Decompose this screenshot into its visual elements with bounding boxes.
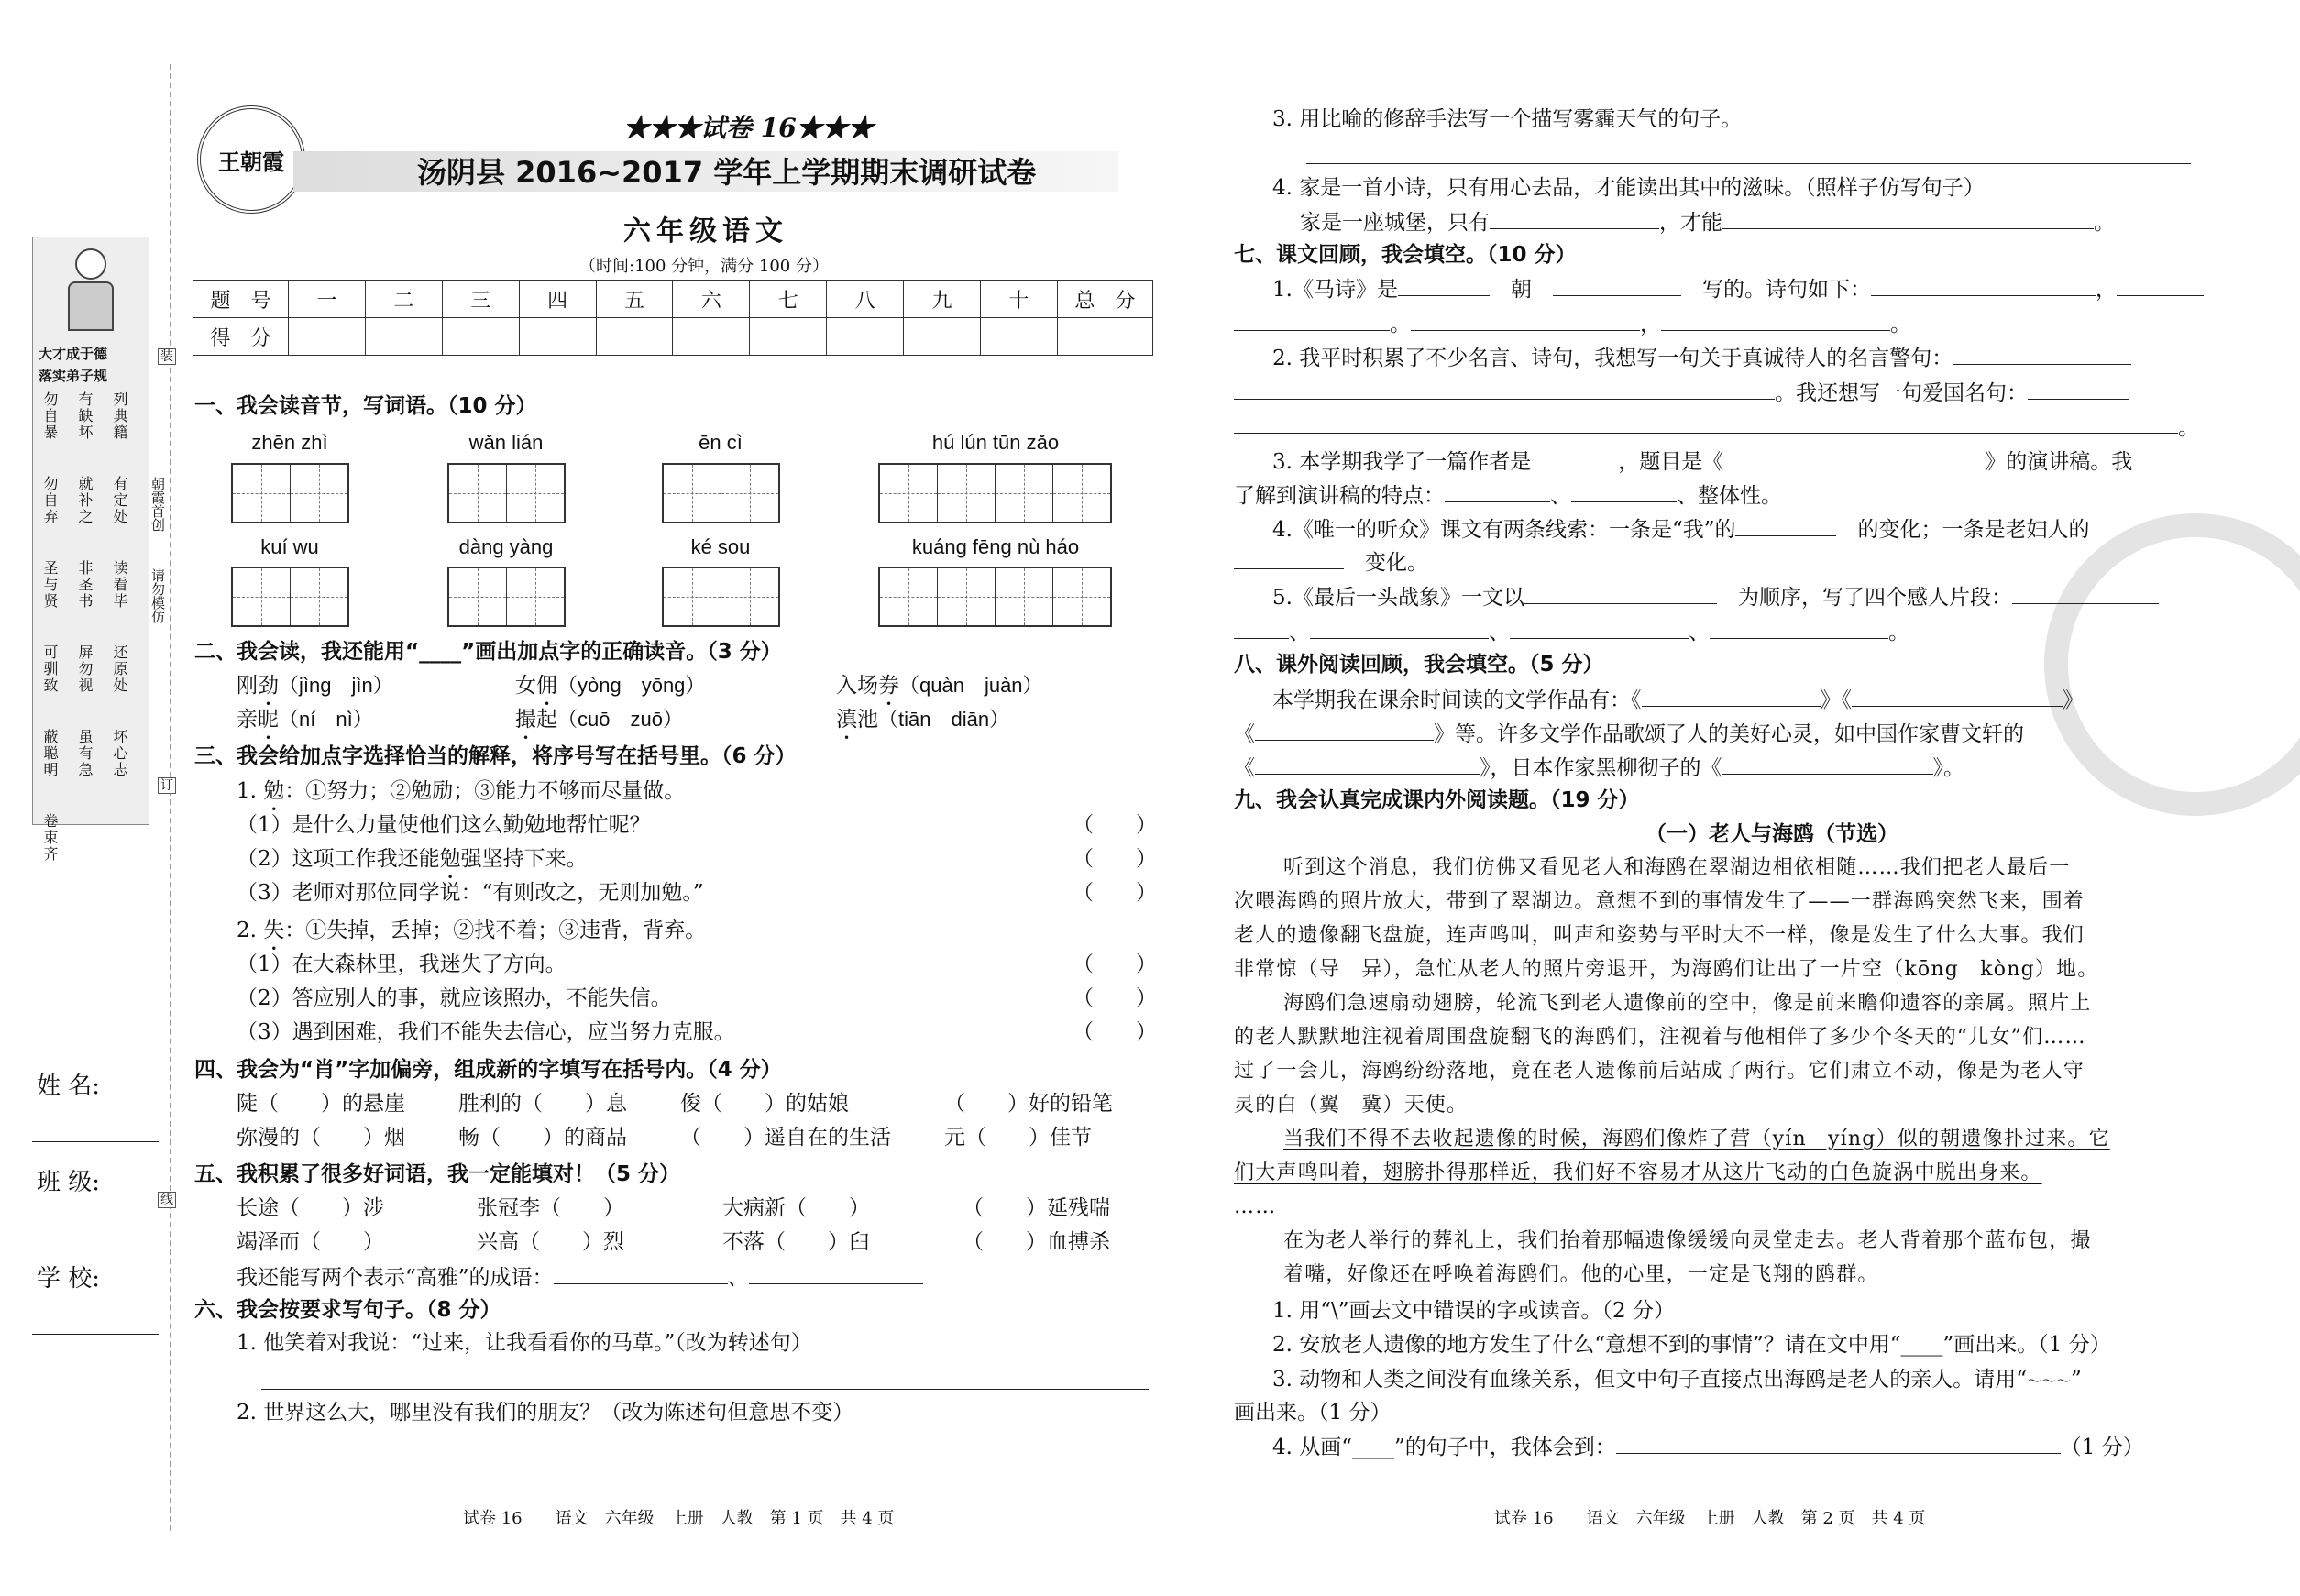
pronunciation-item: 亲昵（ní nì） [237, 708, 373, 732]
s8-line2: 《 》等。许多文学作品歌颂了人的美好心灵，如中国作家曹文轩的 [1234, 720, 2024, 748]
pronunciation-item: 滇池（tiān diān） [836, 708, 1010, 732]
motto-column: 卷束齐 [41, 813, 59, 863]
passage-line: 在为老人举行的葬礼上，我们抬着那幅遗像缓缓向灵堂走去。老人背着那个蓝布包，撮 [1283, 1229, 2092, 1252]
motto-column: 蔽聪明 [41, 729, 59, 778]
cut-mark-1: 装 [158, 348, 176, 365]
motto-column: 读看毕 [111, 560, 128, 610]
s8-blank-5[interactable] [1722, 754, 1933, 775]
s7-q5-b: 为顺序，写了四个感人片段： [1737, 586, 2012, 610]
s7-q4-blank-2[interactable] [1234, 548, 1344, 569]
time-note: （时间:100 分钟，满分 100 分） [579, 257, 829, 276]
motto-line-2: 落实弟子规 [39, 368, 108, 384]
rq4-b: （1 分） [2060, 1436, 2144, 1459]
writing-grid[interactable] [662, 567, 780, 627]
s7-q2-line2 [1234, 379, 2129, 407]
pinyin-label: kuí wu [260, 535, 319, 558]
motto-column: 非圣书 [76, 560, 94, 610]
answer-paren[interactable]: （ ） [1073, 847, 1157, 871]
writing-cell[interactable] [996, 568, 1053, 625]
score-header-cell: 七 [750, 281, 827, 318]
s7-q2-line3[interactable] [1234, 433, 2178, 434]
radical-fill-item[interactable]: 胜利的（ ）息 [458, 1092, 627, 1116]
pronunciation-options[interactable]: （jìng jìn） [279, 674, 393, 697]
s8-line3: 《 》，日本作家黑柳彻子的《 》。 [1234, 754, 1964, 782]
radical-fill-item[interactable]: 元（ ）佳节 [944, 1126, 1092, 1150]
s7-q3-blank-1[interactable] [1531, 447, 1618, 468]
rq4 [1272, 1433, 2144, 1461]
s8-b: 》《 [1820, 688, 1852, 712]
score-header-cell: 三 [442, 281, 519, 318]
motto-columns [39, 391, 143, 863]
s7-q3-f: 整体性。 [1698, 484, 1782, 508]
r-q4: 4. 家是一首小诗，只有用心去品，才能读出其中的滋味。（照样子仿写句子） [1272, 176, 1985, 200]
passage-title: （一）老人与海鸥（节选） [1645, 822, 1898, 846]
section9-title: 九、我会认真完成课内外阅读题。（19 分） [1234, 788, 1640, 812]
logo-text: 王朝霞 [218, 148, 284, 175]
writing-grid[interactable] [231, 567, 349, 627]
score-input-cell[interactable] [289, 318, 366, 356]
r-q4-model-b: ，才能 [1659, 211, 1722, 235]
idiom-fill-item[interactable]: （ ）延残喘 [963, 1196, 1110, 1220]
binding-dash-line [170, 64, 171, 1531]
writing-cell[interactable] [880, 568, 938, 625]
passage-line: 过了一会儿，海鸥纷纷落地，竟在老人遗像前后站成了两行。它们肃立不动，像是为老人守 [1234, 1060, 2085, 1083]
passage-line: 听到这个消息，我们仿佛又看见老人和海鸥在翠湖边相依相随……我们把老人最后一 [1283, 856, 2071, 879]
writing-cell[interactable] [938, 465, 996, 522]
writing-grid[interactable] [662, 463, 780, 523]
pronunciation-options[interactable]: （quàn juàn） [899, 674, 1043, 697]
score-header-row [193, 281, 1153, 318]
s6-q2: 2. 世界这么大，哪里没有我们的朋友？（改为陈述句但意思不变） [237, 1401, 854, 1425]
idiom-fill-item[interactable]: 兴高（ ）烈 [477, 1230, 624, 1254]
school-field[interactable] [32, 1334, 159, 1335]
s3-q2: 2. 失：①失掉，丢掉；②找不着；③违背，背弃。 [237, 919, 707, 942]
score-header-cell: 总 分 [1057, 281, 1152, 318]
writing-cell[interactable] [664, 465, 721, 522]
s8-c: 》等。许多文学作品歌颂了人的美好心灵，如中国作家曹文轩的 [1434, 722, 2024, 746]
writing-grid[interactable] [231, 463, 349, 523]
pronunciation-item: 入场券（quàn juàn） [836, 674, 1043, 698]
writing-grid[interactable] [878, 463, 1112, 523]
motto-column: 有定处 [111, 476, 128, 525]
pronunciation-options[interactable]: （cuō zuō） [557, 708, 683, 731]
score-header-cell: 四 [519, 281, 596, 318]
s7-q5-blank-3[interactable] [1234, 618, 1289, 639]
answer-paren[interactable]: （ ） [1073, 986, 1157, 1010]
score-header-cell: 二 [365, 281, 442, 318]
brand-vertical-2 [149, 568, 166, 623]
score-input-cell[interactable] [596, 318, 673, 356]
rq3-wave: ～～～ [2027, 1372, 2072, 1390]
pronunciation-item: 刚劲（jìng jìn） [237, 674, 393, 698]
motto-panel [32, 237, 149, 863]
definition-item: （2）答应别人的事，就应该照办，不能失信。 [237, 986, 672, 1010]
score-header-cell: 题 号 [193, 281, 289, 318]
s7-q3-d: 了解到演讲稿的特点： [1234, 484, 1445, 508]
answer-paren[interactable]: （ ） [1073, 881, 1157, 905]
left-footer: 试卷 16 语文 六年级 上册 人教 第 1 页 共 4 页 [463, 1509, 895, 1528]
r-q3-answer-line[interactable] [1306, 163, 2191, 164]
radical-fill-item[interactable]: 畅（ ）的商品 [458, 1126, 627, 1150]
score-header-cell: 十 [980, 281, 1057, 318]
score-header-cell: 八 [827, 281, 904, 318]
pinyin-label: zhēn zhì [251, 431, 328, 454]
score-header-cell: 六 [673, 281, 750, 318]
s8-blank-2[interactable] [1852, 686, 2063, 707]
s6-q1-answer-line[interactable] [261, 1389, 1149, 1390]
rq2: 2. 安放老人遗像的地方发生了什么“意想不到的事情”？请在文中用“____”画出来。（1 分） [1272, 1333, 2111, 1357]
s7-q3-blank-2[interactable] [1723, 447, 1985, 468]
s7-q4-c: 变化。 [1365, 551, 1428, 575]
s7-q5-a: 5.《最后一头战象》一文以 [1272, 586, 1524, 610]
pronunciation-options[interactable]: （yòng yōng） [557, 674, 706, 697]
definition-item: （3）老师对那位同学说：“有则改之，无则加勉。” [237, 881, 704, 905]
s8-blank-3[interactable] [1255, 720, 1434, 741]
s7-q1-blank-4[interactable] [2117, 275, 2204, 296]
s7-q1: 1.《马诗》是 朝 写的。诗句如下： ， [1272, 275, 2204, 303]
s7-q1-blank-7[interactable] [1661, 310, 1890, 331]
section7-title: 七、课文回顾，我会填空。（10 分） [1234, 243, 1577, 267]
s7-q5-blank-4[interactable] [1310, 618, 1489, 639]
s8-blank-1[interactable] [1642, 686, 1821, 707]
answer-paren[interactable]: （ ） [1073, 952, 1157, 976]
score-input-cell[interactable] [904, 318, 981, 356]
s3-q1: 1. 勉：①努力；②勉励；③能力不够而尽量做。 [237, 779, 686, 803]
passage-line: 海鸥们急速扇动翅膀，轮流飞到老人遗像前的空中，像是前来瞻仰遗容的亲属。照片上 [1283, 992, 2092, 1015]
definition-item: （3）遇到困难，我们不能失去信心，应当努力克服。 [237, 1020, 735, 1044]
section8-title: 八、课外阅读回顾，我会填空。（5 分） [1234, 653, 1604, 677]
pinyin-label: ēn cì [699, 431, 743, 454]
writing-grid[interactable] [447, 567, 566, 627]
passage-line: 们大声鸣叫着，翅膀扑得那样近，我们好不容易才从这片飞动的白色旋涡中脱出身来。 [1234, 1161, 2042, 1184]
s7-q3-a: 3. 本学期我学了一篇作者是 [1272, 450, 1532, 474]
motto-line-1: 大才成于德 [39, 346, 108, 362]
brand-text-1: 朝霞首创 [149, 477, 166, 532]
writing-cell[interactable] [721, 568, 778, 625]
writing-cell[interactable] [996, 465, 1053, 522]
score-input-cell[interactable] [827, 318, 904, 356]
s7-q3-b: ，题目是《 [1618, 450, 1724, 474]
cut-mark-3: 线 [158, 1192, 176, 1208]
pronunciation-item: 女佣（yòng yōng） [515, 674, 706, 698]
writing-cell[interactable] [449, 465, 507, 522]
pinyin-label: kuáng fēng nù háo [911, 535, 1080, 558]
section6-title: 六、我会按要求写句子。（8 分） [194, 1298, 501, 1322]
s7-q2-blank-2[interactable] [1234, 379, 1775, 400]
passage-line: 灵的白（翼 冀）天使。 [1234, 1094, 1469, 1117]
s7-q3-c: 》的演讲稿。我 [1985, 450, 2133, 474]
pinyin-label: hú lún tūn zǎo [931, 431, 1060, 454]
s5-blank-1[interactable] [554, 1263, 728, 1284]
motto-column: 勿自暴 [41, 391, 59, 441]
score-input-cell[interactable] [442, 318, 519, 356]
s7-q2-blank-3[interactable] [2028, 379, 2129, 400]
section5-title: 五、我积累了很多好词语，我一定能填对！（5 分） [194, 1162, 681, 1186]
pronunciation-options[interactable]: （ní nì） [279, 708, 373, 731]
passage-line: 非常惊（导 异），急忙从老人的照片旁退开，为海鸥们让出了一片空（kōng kòng）地。 [1234, 958, 2099, 981]
s7-q1-blank-6[interactable] [1411, 310, 1640, 331]
s7-q5-blank-5[interactable] [1510, 618, 1689, 639]
writing-grid[interactable] [878, 567, 1112, 627]
writing-cell[interactable] [291, 465, 347, 522]
writing-cell[interactable] [721, 465, 778, 522]
s8-line1: 本学期我在课余时间读的文学作品有：《 》《 》 [1272, 686, 2084, 714]
s7-q4-line2 [1234, 548, 1428, 577]
score-label-cell: 得 分 [193, 318, 289, 356]
writing-cell[interactable] [507, 465, 564, 522]
writing-cell[interactable] [233, 568, 291, 625]
s7-q5-line2: 、 、 、 。 [1234, 618, 1909, 646]
r-q4-blank-1[interactable] [1490, 208, 1659, 229]
motto-column: 可驯致 [41, 644, 59, 694]
pronunciation-options[interactable]: （tiān diān） [878, 708, 1010, 731]
s5-extra-label: 我还能写两个表示“高雅”的成语： [237, 1266, 554, 1290]
writing-cell[interactable] [664, 568, 721, 625]
s7-q2-b: 。我还想写一句爱国名句： [1775, 381, 2028, 405]
score-input-cell[interactable] [673, 318, 750, 356]
motto-column: 屏勿视 [76, 644, 94, 694]
s7-q1-a: 1.《马诗》是 [1272, 278, 1398, 302]
writing-grid[interactable] [447, 463, 566, 523]
s7-q2-blank-1[interactable] [1953, 344, 2131, 365]
score-header-cell: 九 [904, 281, 981, 318]
s7-q3-blank-4[interactable] [1571, 481, 1677, 502]
motto-column: 列典籍 [111, 391, 128, 441]
s7-q4-a: 4.《唯一的听众》课文有两条线索：一条是“我”的 [1272, 518, 1736, 542]
rq3-b: ” [2071, 1368, 2082, 1392]
s8-blank-4[interactable] [1255, 754, 1480, 775]
logo [197, 105, 305, 214]
brand-text-2: 请勿模仿 [149, 568, 166, 623]
definition-item: （1）是什么力量使他们这么勤勉地帮忙呢？ [237, 813, 651, 837]
rq3 [1272, 1366, 2082, 1395]
scholar-figure-icon [68, 248, 114, 331]
s7-q4-b: 的变化；一条是老妇人的 [1857, 518, 2090, 542]
rq3-a: 3. 动物和人类之间没有血缘关系，但文中句子直接点出海鸥是老人的亲人。请用“ [1272, 1368, 2028, 1392]
s7-q5-blank-1[interactable] [1524, 583, 1717, 604]
right-footer: 试卷 16 语文 六年级 上册 人教 第 2 页 共 4 页 [1494, 1509, 1926, 1528]
radical-fill-item[interactable]: 弥漫的（ ）烟 [237, 1126, 405, 1150]
s7-q1-blank-5[interactable] [1234, 310, 1390, 331]
s7-q1-line2: 。 ， 。 [1234, 310, 1911, 338]
s8-d: 》，日本作家黑柳彻子的《 [1480, 756, 1722, 780]
score-header-cell: 一 [289, 281, 366, 318]
s7-q5 [1272, 583, 2159, 611]
score-input-cell[interactable] [980, 318, 1057, 356]
s7-q3 [1272, 447, 2132, 476]
rq4-a: 4. 从画“____”的句子中，我体会到： [1272, 1436, 1616, 1459]
idiom-fill-item[interactable]: 不落（ ）臼 [722, 1230, 870, 1254]
s8-a: 本学期我在课余时间读的文学作品有：《 [1272, 688, 1642, 712]
passage-line: 老人的遗像翻飞盘旋，连声鸣叫，叫声和姿势与平时大不一样，像是发生了什么大事。我们 [1234, 924, 2085, 947]
s7-q3-line2: 了解到演讲稿的特点： 、 、整体性。 [1234, 481, 1782, 510]
score-header-cell: 五 [596, 281, 673, 318]
writing-cell[interactable] [1053, 568, 1110, 625]
writing-cell[interactable] [449, 568, 507, 625]
radical-fill-item[interactable]: （ ）好的铅笔 [944, 1092, 1113, 1116]
exam-number: ★★★试卷 16★★★ [623, 113, 874, 143]
name-label: 姓 名: [37, 1073, 101, 1100]
motto-column: 虽有急 [76, 729, 94, 778]
r-q4-model: 家是一座城堡，只有 ，才能 。 [1300, 208, 2115, 237]
s7-q3-e: 、 [1550, 484, 1571, 508]
subject-title: 六年级语文 [623, 215, 788, 248]
score-value-row [193, 318, 1153, 356]
idiom-fill-item[interactable]: 竭泽而（ ） [237, 1230, 384, 1254]
answer-paren[interactable]: （ ） [1073, 813, 1157, 837]
school-label: 学 校: [37, 1265, 101, 1293]
cut-mark-2: 订 [158, 777, 176, 794]
passage-line: 的老人默默地注视着周围盘旋翻飞的海鸥们，注视着与他相伴了多少个冬天的“儿女”们…… [1234, 1026, 2086, 1049]
r-q4-blank-2[interactable] [1722, 208, 2094, 229]
brand-vertical [149, 477, 166, 532]
s6-q1: 1. 他笑着对我说：“过来，让我看看你的马草。”（改为转述句） [237, 1331, 812, 1355]
s7-q1-blank-3[interactable] [1871, 275, 2096, 296]
score-input-cell[interactable] [1057, 318, 1152, 356]
section2-title: 二、我会读，我还能用“____”画出加点字的正确读音。（3 分） [194, 640, 782, 664]
motto-column: 坏心志 [111, 729, 128, 778]
motto-column: 勿自弃 [41, 476, 59, 525]
motto-column: 还原处 [111, 644, 128, 694]
radical-fill-item[interactable]: （ ）遥自在的生活 [680, 1126, 891, 1150]
s7-q2-end: 。 [2178, 416, 2199, 440]
passage-line: 当我们不得不去收起遗像的时候，海鸥们像炸了营（yín yíng）似的朝遗像扑过来。它 [1283, 1128, 2110, 1150]
score-input-cell[interactable] [519, 318, 596, 356]
watermark-seal [2044, 513, 2300, 816]
r-q3: 3. 用比喻的修辞手法写一个描写雾霾天气的句子。 [1272, 107, 1743, 131]
s5-blank-2[interactable] [749, 1263, 923, 1284]
s7-q5-blank-6[interactable] [1710, 618, 1888, 639]
score-input-cell[interactable] [365, 318, 442, 356]
idiom-fill-item[interactable]: 长途（ ）涉 [237, 1196, 384, 1220]
answer-paren[interactable]: （ ） [1073, 1020, 1157, 1044]
definition-item: （1）在大森林里，我迷失了方向。 [237, 952, 567, 976]
rq4-blank[interactable] [1616, 1433, 2061, 1454]
writing-cell[interactable] [1053, 465, 1110, 522]
pronunciation-item: 撮起（cuō zuō） [515, 708, 683, 732]
s7-q3-blank-3[interactable] [1445, 481, 1550, 502]
motto-column: 有缺坏 [76, 391, 94, 441]
s5-extra: 我还能写两个表示“高雅”的成语： 、 [237, 1263, 923, 1292]
radical-fill-item[interactable]: 陡（ ）的悬崖 [237, 1092, 405, 1116]
page-title: 汤阴县 2016~2017 学年上学期期末调研试卷 [417, 155, 1037, 190]
s7-q2 [1272, 344, 2131, 372]
s8-e: 》。 [1932, 756, 1964, 780]
writing-cell[interactable] [507, 568, 564, 625]
writing-cell[interactable] [291, 568, 347, 625]
writing-cell[interactable] [233, 465, 291, 522]
section1-title: 一、我会读音节，写词语。（10 分） [194, 394, 537, 418]
idiom-fill-item[interactable]: （ ）血搏杀 [963, 1230, 1110, 1254]
score-input-cell[interactable] [750, 318, 827, 356]
s7-q1-blank-2[interactable] [1553, 275, 1681, 296]
s7-q1-c: 写的。诗句如下： [1701, 278, 1871, 302]
name-field[interactable] [32, 1141, 159, 1142]
pinyin-label: dàng yàng [458, 535, 554, 558]
idiom-fill-item[interactable]: 大病新（ ） [722, 1196, 870, 1220]
rq3-line2: 画出来。（1 分） [1234, 1401, 1392, 1425]
s7-q2-a: 2. 我平时积累了不少名言、诗句，我想写一句关于真诚待人的名言警句： [1272, 347, 1953, 370]
passage-line: 着嘴，好像还在呼唤着海鸥们。他的心里，一定是飞翔的鸥群。 [1283, 1263, 1879, 1286]
passage-line: …… [1234, 1195, 1277, 1218]
motto-column: 就补之 [76, 476, 94, 525]
section4-title: 四、我会为“肖”字加偏旁，组成新的字填写在括号内。（4 分） [194, 1058, 782, 1082]
r-q4-model-a: 家是一座城堡，只有 [1300, 211, 1490, 235]
writing-cell[interactable] [938, 568, 996, 625]
pinyin-label: ké sou [690, 535, 751, 558]
passage-line: 次喂海鸥的照片放大，带到了翠湖边。意想不到的事情发生了——一群海鸥突然飞来，围着 [1234, 890, 2085, 913]
s7-q1-b: 朝 [1510, 278, 1532, 302]
s7-q4-blank-1[interactable] [1735, 515, 1836, 536]
class-label: 班 级: [37, 1169, 101, 1196]
idiom-fill-item[interactable]: 张冠李（ ） [477, 1196, 624, 1220]
writing-cell[interactable] [880, 465, 938, 522]
radical-fill-item[interactable]: 俊（ ）的姑娘 [680, 1092, 849, 1116]
pinyin-label: wǎn lián [468, 431, 544, 454]
section3-title: 三、我会给加点字选择恰当的解释，将序号写在括号里。（6 分） [194, 744, 797, 768]
rq1: 1. 用“\”画去文中错误的字或读音。（2 分） [1272, 1299, 1675, 1323]
s7-q4 [1272, 515, 2089, 544]
definition-item: （2）这项工作我还能勉强坚持下来。 [237, 847, 588, 871]
score-table [193, 280, 1153, 356]
motto-column: 圣与贤 [41, 560, 59, 610]
s7-q1-blank-1[interactable] [1398, 275, 1490, 296]
s7-q5-blank-2[interactable] [2012, 583, 2159, 604]
